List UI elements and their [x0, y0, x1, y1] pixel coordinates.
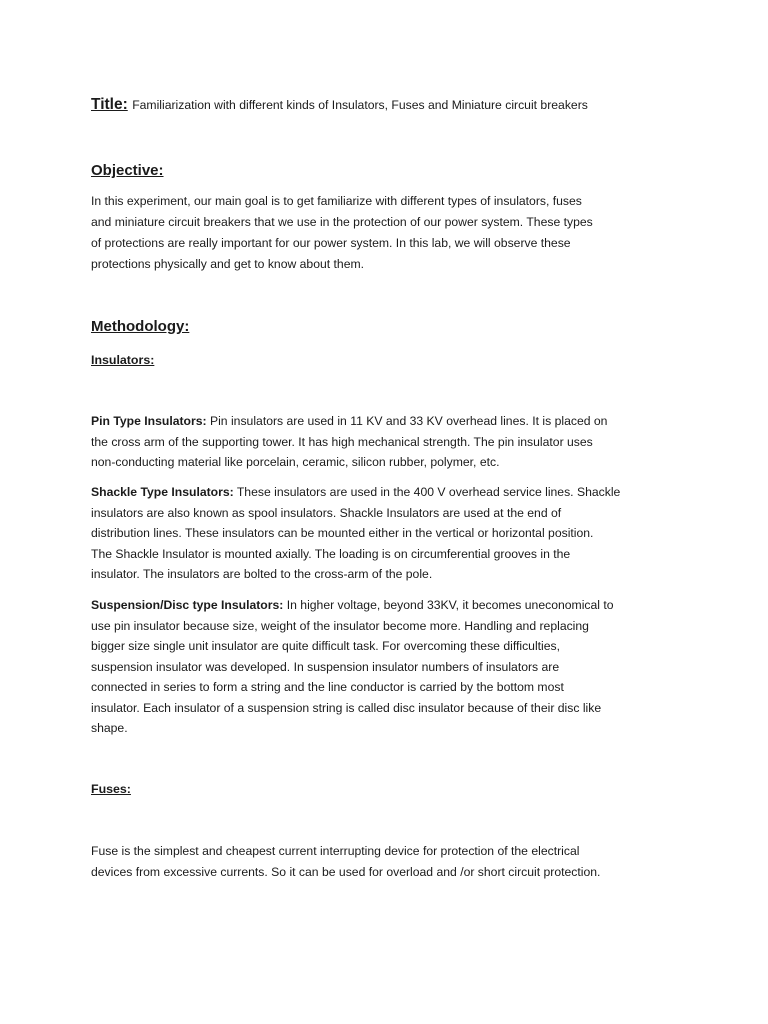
shackle-insulators-line: The Shackle Insulator is mounted axially. The loading is on circumferential grooves in the: [91, 546, 571, 561]
fuses-line: Fuse is the simplest and cheapest current interrupting device for protection of the electrical: [91, 844, 580, 858]
objective-paragraph: [91, 191, 731, 275]
suspension-insulators-lead: Suspension/Disc type Insulators:: [91, 598, 284, 612]
suspension-insulators-line: shape.: [91, 721, 128, 735]
suspension-insulators-line: [91, 595, 731, 616]
title-label: Title:: [91, 96, 128, 113]
methodology-heading: Methodology:: [91, 318, 190, 335]
insulators-heading: Insulators:: [91, 353, 155, 367]
fuses-line: devices from excessive currents. So it can be used for overload and /or short circuit protection.: [91, 865, 601, 879]
suspension-insulators-line: insulator. Each insulator of a suspension string is called disc insulator because of their disc like: [91, 700, 602, 715]
suspension-insulators-line: use pin insulator because size, weight of the insulator become more. Handling and replacing: [91, 618, 589, 633]
shackle-insulators-line: distribution lines. These insulators can be mounted either in the vertical or horizontal position.: [91, 526, 594, 540]
title-text: Familiarization with different kinds of Insulators, Fuses and Miniature circuit breakers: [132, 98, 588, 112]
objective-line: protections physically and get to know about them.: [91, 257, 365, 271]
pin-insulators-text: Pin insulators are used in 11 KV and 33 KV overhead lines. It is placed on: [209, 414, 608, 428]
shackle-insulators-text: These insulators are used in the 400 V overhead service lines. Shackle: [236, 485, 621, 499]
title-row: [91, 95, 731, 115]
fuses-paragraph: [91, 841, 731, 883]
pin-insulators-line: the cross arm of the supporting tower. It has high mechanical strength. The pin insulator uses: [91, 434, 593, 449]
suspension-insulators-text: In higher voltage, beyond 33KV, it becomes uneconomical to: [286, 598, 614, 612]
shackle-insulators-line: [91, 482, 731, 503]
fuses-heading: Fuses:: [91, 782, 131, 796]
objective-heading: Objective:: [91, 162, 164, 179]
shackle-insulators-line: insulators are also known as spool insulators. Shackle Insulators are used at the end of: [91, 505, 562, 520]
objective-line: In this experiment, our main goal is to get familiarize with different types of insulators, fuses: [91, 194, 582, 208]
pin-insulators-lead: Pin Type Insulators:: [91, 414, 207, 428]
suspension-insulators-paragraph: [91, 595, 731, 739]
suspension-insulators-line: suspension insulator was developed. In suspension insulator numbers of insulators are: [91, 659, 560, 674]
pin-insulators-line: [91, 411, 731, 432]
objective-line: of protections are really important for our power system. In this lab, we will observe these: [91, 236, 571, 250]
suspension-insulators-line: bigger size single unit insulator are quite difficult task. For overcoming these difficulties,: [91, 639, 561, 653]
shackle-insulators-lead: Shackle Type Insulators:: [91, 485, 234, 499]
shackle-insulators-line: insulator. The insulators are bolted to the cross-arm of the pole.: [91, 567, 433, 581]
shackle-insulators-paragraph: [91, 482, 731, 585]
suspension-insulators-line: connected in series to form a string and the line conductor is carried by the bottom most: [91, 680, 564, 694]
pin-insulators-paragraph: [91, 411, 731, 473]
objective-line: and miniature circuit breakers that we use in the protection of our power system. These types: [91, 215, 593, 229]
pin-insulators-line: non-conducting material like porcelain, ceramic, silicon rubber, polymer, etc.: [91, 455, 500, 469]
